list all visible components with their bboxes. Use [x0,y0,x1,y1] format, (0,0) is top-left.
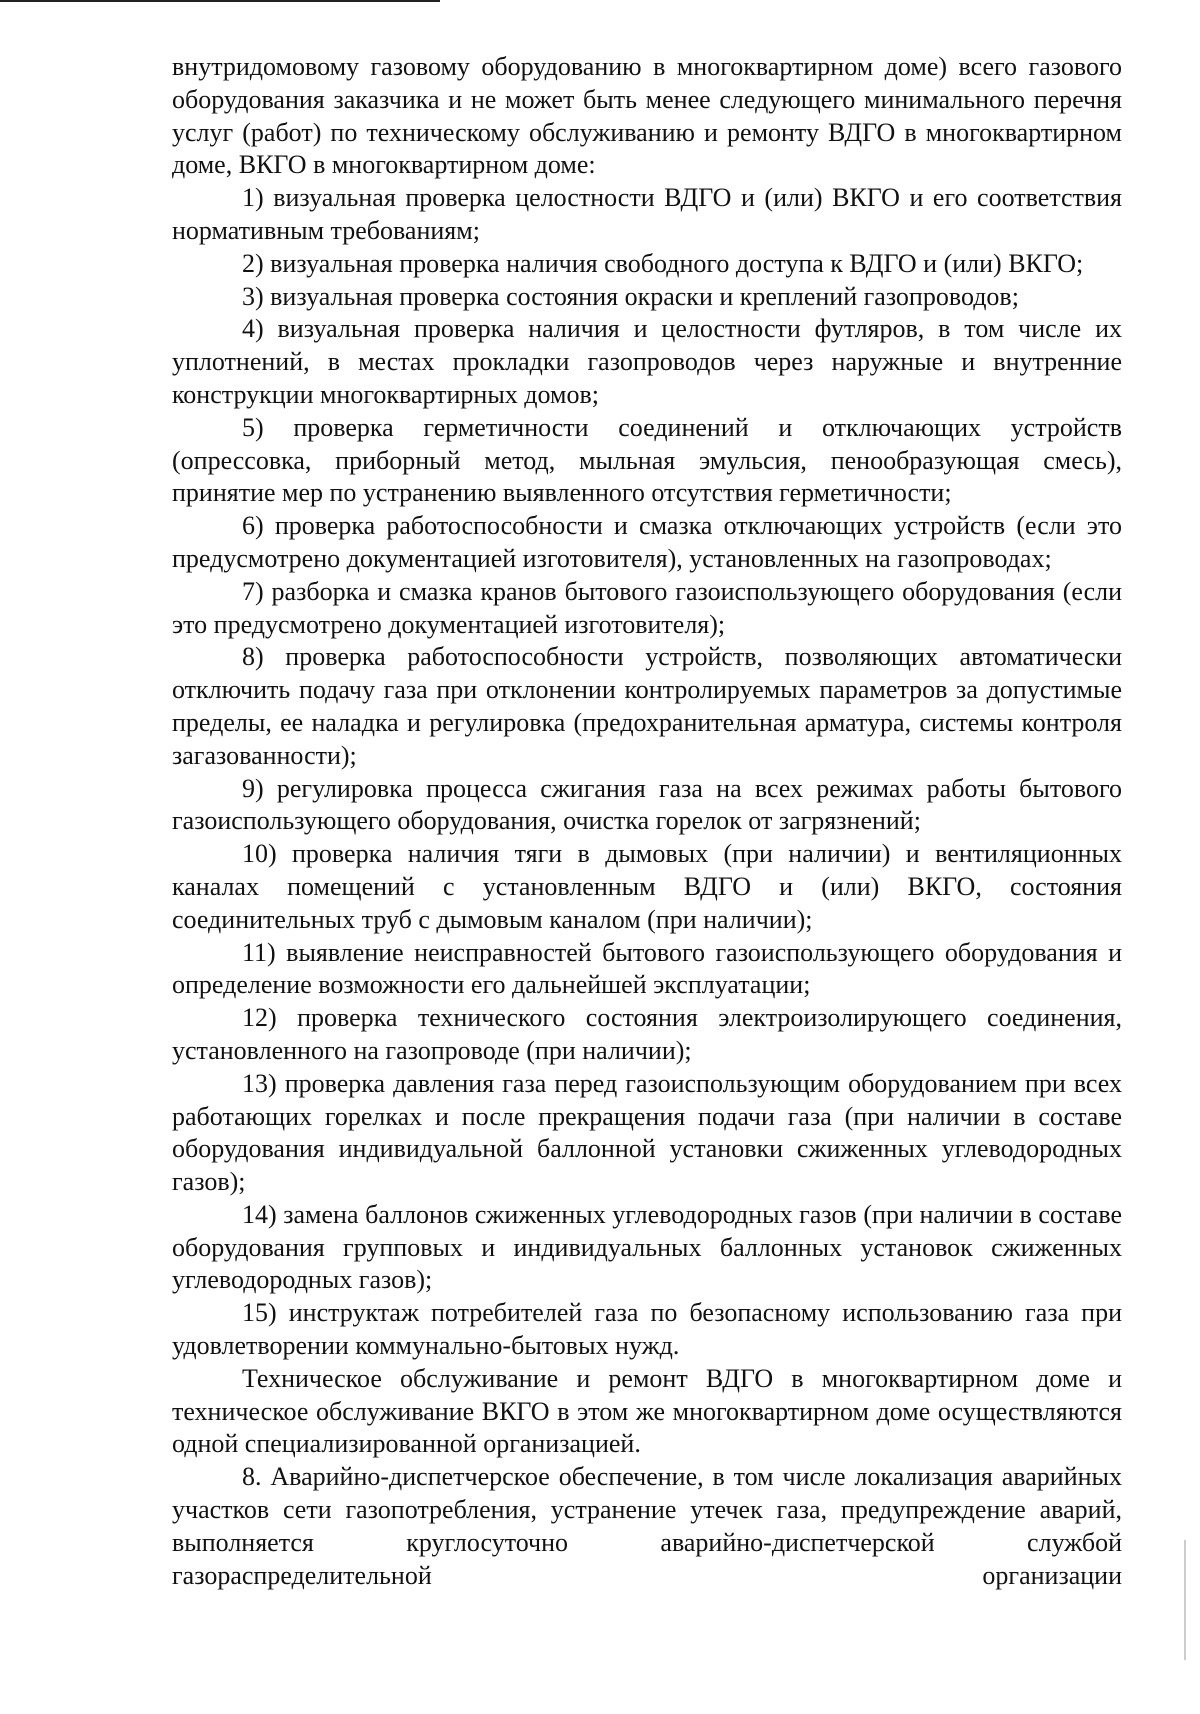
list-item-2: 2) визуальная проверка наличия свободного доступа к ВДГО и (или) ВКГО; [242,248,1084,278]
paragraph-intro: внутридомовому газовому оборудованию в многоквартирном доме) всего газового оборудования заказчика и не может быть менее следующего минимального перечня услуг (работ) по техническому обслуживанию и ремонту ВДГО в многоквартирном доме, ВКГО в многоквартирном доме: [172,52,1122,180]
list-item-10: 10) проверка наличия тяги в дымовых (при наличии) и вентиляционных каналах помещений с установленным ВДГО и (или) ВКГО, состояния соединительных труб с дымовым каналом (при наличии); [172,839,1122,934]
list-item-15: 15) инструктаж потребителей газа по безопасному использованию газа при удовлетворении коммунально-бытовых нужд. [172,1298,1122,1361]
paragraph-section-8: 8. Аварийно-диспетчерское обеспечение, в том числе локализация аварийных участков сети газопотребления, устранение утечек газа, предупреждение аварий, выполняется круглосуточно аварийно-диспетчерской службой газораспределительной организации [172,1462,1122,1590]
scan-top-border [0,0,440,2]
list-item-6: 6) проверка работоспособности и смазка отключающих устройств (если это предусмотрено документацией изготовителя), установленных на газопроводах; [172,511,1122,573]
list-item-11: 11) выявление неисправностей бытового газоиспользующего оборудования и определение возможности его дальнейшей эксплуатации; [172,937,1122,1000]
list-item-8: 8) проверка работоспособности устройств, позволяющих автоматически отключить подачу газа при отклонении контролируемых параметров за допустимые пределы, ее наладка и регулировка (предохранительная арматура, системы контроля загазованности); [172,642,1122,770]
list-item-14: 14) замена баллонов сжиженных углеводородных газов (при наличии в составе оборудования групповых и индивидуальных баллонных установок сжиженных углеводородных газов); [172,1199,1122,1295]
list-item-12: 12) проверка технического состояния электроизолирующего соединения, установленного на газопроводе (при наличии); [172,1003,1122,1065]
list-item-4: 4) визуальная проверка наличия и целостности футляров, в том числе их уплотнений, в местах прокладки газопроводов через наружные и внутренние конструкции многоквартирных домов; [172,314,1122,409]
list-item-9: 9) регулировка процесса сжигания газа на всех режимах работы бытового газоиспользующего оборудования, очистка горелок от загрязнений; [172,773,1122,836]
document-page [172,51,1122,1592]
list-item-1: 1) визуальная проверка целостности ВДГО и (или) ВКГО и его соответствия нормативным требованиям; [172,183,1122,245]
scan-right-edge [1184,1540,1186,1660]
paragraph-maintenance-note: Техническое обслуживание и ремонт ВДГО в многоквартирном доме и техническое обслуживание ВКГО в этом же многоквартирном доме осуществляются одной специализированной организацией. [172,1363,1122,1459]
list-item-5: 5) проверка герметичности соединений и отключающих устройств (опрессовка, приборный метод, мыльная эмульсия, пенообразующая смесь), принятие мер по устранению выявленного отсутствия герметичности; [172,412,1122,508]
list-item-7: 7) разборка и смазка кранов бытового газоиспользующего оборудования (если это предусмотрено документацией изготовителя); [172,576,1122,639]
list-item-13: 13) проверка давления газа перед газоиспользующим оборудованием при всех работающих горелках и после прекращения подачи газа (при наличии в составе оборудования индивидуальной баллонной установки сжиженных углеводородных газов); [172,1068,1122,1197]
list-item-3: 3) визуальная проверка состояния окраски и креплений газопроводов; [242,281,1019,311]
